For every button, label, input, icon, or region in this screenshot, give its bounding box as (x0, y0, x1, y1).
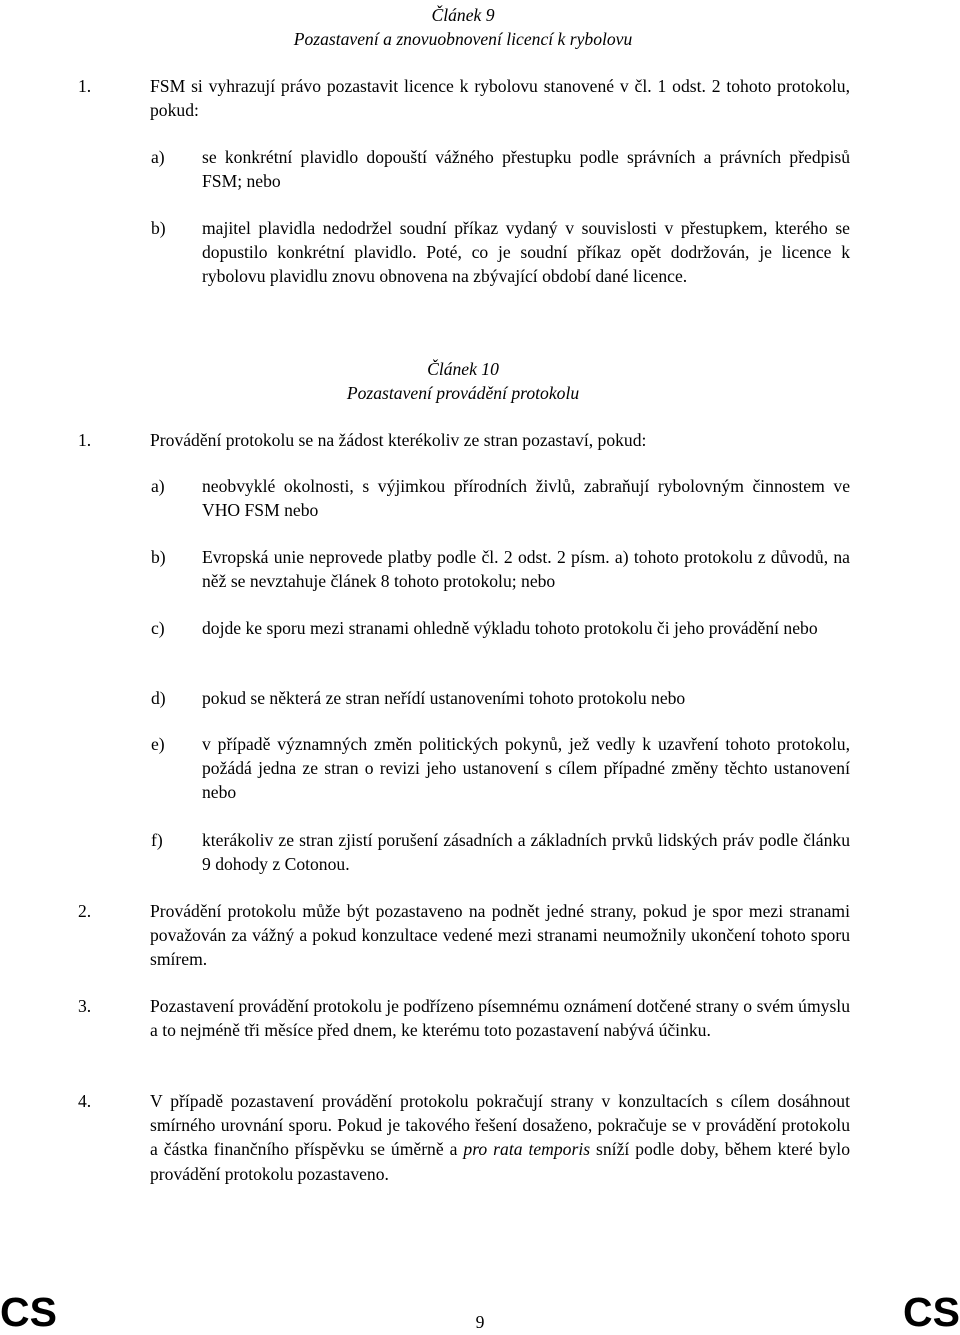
article-10-subtitle: Pozastavení provádění protokolu (346, 383, 580, 403)
article-9-title: Článek 9 (431, 5, 495, 25)
item-label: d) (151, 688, 166, 708)
item-label: e) (151, 734, 165, 754)
paragraph-text-start: V případě pozastavení provádění protokolu pokračují strany v konzultacích s cílem dosáhnout smírného urovnání sporu. Pokud je takového řešení dosaženo, pokračuje se v provádění protokolu a částka finančního příspěvku se úměrně a (150, 1091, 850, 1160)
item-label: a) (151, 476, 165, 496)
paragraph-number: 1. (78, 430, 92, 450)
paragraph-text: Provádění protokolu se na žádost kterékoliv ze stran pozastaví, pokud: (150, 430, 647, 450)
item-text: pokud se některá ze stran neřídí ustanoveními tohoto protokolu nebo (202, 688, 686, 708)
item-text: kterákoliv ze stran zjistí porušení zásadních a základních prvků lidských práv podle článku 9 dohody z Cotonou. (202, 830, 850, 875)
footer-language-code-left: CS (0, 1289, 57, 1335)
article-10-title: Článek 10 (427, 359, 499, 379)
footer-language-code-right: CS (903, 1289, 960, 1335)
item-text: v případě významných změn politických pokynů, jež vedly k uzavření tohoto protokolu, požádá jedna ze stran o revizi jeho ustanovení s cílem případné změny těchto ustanovení nebo (202, 734, 850, 803)
article-9-heading (0, 3, 926, 51)
item-text: Evropská unie neprovede platby podle čl. 2 odst. 2 písm. a) tohoto protokolu z důvodů, na něž se nevztahuje článek 8 tohoto protokolu; nebo (202, 547, 850, 592)
paragraph-text-end: sníží podle doby, během které bylo provádění protokolu pozastaveno. (150, 1139, 850, 1184)
paragraph-number: 2. (78, 901, 92, 921)
article-10-heading (0, 357, 926, 405)
item-label: a) (151, 147, 165, 167)
article-9-subtitle: Pozastavení a znovuobnovení licencí k rybolovu (293, 29, 633, 49)
paragraph-number: 1. (78, 76, 92, 96)
item-text: se konkrétní plavidlo dopouští vážného přestupku podle správních a právních předpisů FSM; nebo (202, 147, 850, 192)
item-text: dojde ke sporu mezi stranami ohledně výkladu tohoto protokolu či jeho provádění nebo (202, 618, 818, 638)
item-text: majitel plavidla nedodržel soudní příkaz vydaný v souvislosti v přestupkem, kterého se dopustilo konkrétní plavidlo. Poté, co je soudní příkaz opět dodržován, je licence k rybolovu plavidlu znovu obnovena na zbývající období dané licence. (202, 218, 850, 287)
paragraph-text (150, 1089, 850, 1186)
item-label: c) (151, 618, 165, 638)
item-label: f) (151, 830, 163, 850)
item-label: b) (151, 547, 166, 567)
paragraph-text: Pozastavení provádění protokolu je podřízeno písemnému oznámení dotčené strany o svém úmyslu a to nejméně tři měsíce před dnem, ke kterému toto pozastavení nabývá účinku. (150, 996, 850, 1041)
paragraph-number: 4. (78, 1091, 92, 1111)
item-text: neobvyklé okolnosti, s výjimkou přírodních živlů, zabraňují rybolovným činnostem ve VHO FSM nebo (202, 476, 850, 521)
paragraph-number: 3. (78, 996, 92, 1016)
pro-rata-temporis-italic: pro rata temporis (463, 1139, 591, 1160)
paragraph-text: FSM si vyhrazují právo pozastavit licence k rybolovu stanovené v čl. 1 odst. 2 tohoto protokolu, pokud: (150, 76, 850, 121)
paragraph-text: Provádění protokolu může být pozastaveno na podnět jedné strany, pokud je spor mezi stranami považován za vážný a pokud konzultace vedené mezi stranami neumožnily ukončení tohoto sporu smírem. (150, 901, 850, 970)
item-label: b) (151, 218, 166, 238)
page-number: 9 (475, 1312, 485, 1332)
